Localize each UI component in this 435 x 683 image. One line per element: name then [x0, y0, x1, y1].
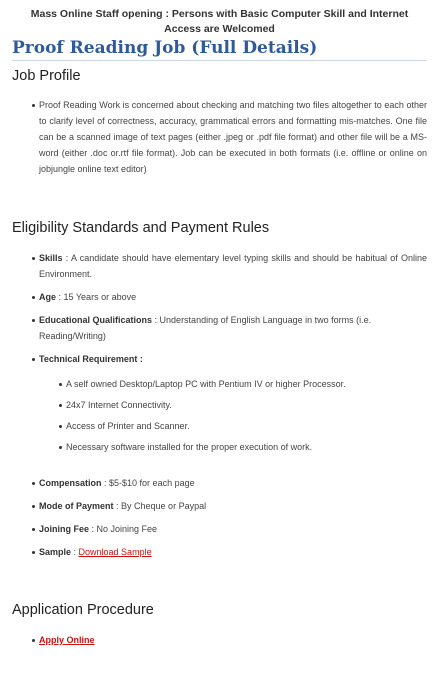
skills-value: A candidate should have elementary level typing skills and should be habitual of Online Environment.: [39, 253, 427, 279]
list-item-sample: [12, 544, 427, 560]
download-sample-link[interactable]: Download Sample: [78, 547, 152, 557]
joining-fee-label: Joining Fee: [39, 524, 90, 534]
skills-label: Skills: [39, 253, 63, 263]
application-list: [12, 632, 427, 648]
apply-online-link[interactable]: Apply Online: [39, 635, 95, 645]
joining-fee-separator: :: [89, 524, 97, 534]
education-separator: :: [152, 315, 160, 325]
list-item-tech-printer: Access of Printer and Scanner.: [12, 418, 427, 434]
payment-mode-separator: :: [113, 501, 122, 511]
payment-mode-label: Mode of Payment: [39, 501, 114, 511]
eligibility-list: [12, 250, 427, 367]
job-profile-list: [12, 97, 427, 177]
announcement-banner: Mass Online Staff opening : Persons with Basic Computer Skill and Internet Access are Welcomed: [30, 8, 409, 35]
list-item-tech-internet: 24x7 Internet Connectivity.: [12, 397, 427, 413]
list-item-payment-mode: [12, 498, 427, 514]
list-item-tech-pc: A self owned Desktop/Laptop PC with Pentium IV or higher Processor.: [12, 376, 427, 392]
education-label: Educational Qualifications: [39, 315, 153, 325]
list-item-skills: [12, 250, 427, 282]
list-item-apply: [12, 632, 427, 648]
list-item-technical: [12, 351, 427, 367]
compensation-value: $5-$10 for each page: [109, 478, 195, 488]
payment-list: [12, 475, 427, 560]
job-profile-description: Proof Reading Work is concerned about checking and matching two files altogether to each other to clarify level of correctness, accuracy, grammatical errors and formatting mis-matches. One file can be a scanned image of text pages (either .jpeg or .pdf file format) and other file will be a MS-word (either .doc or.rtf file format). Job can be executed in both formats (i.e. offline or online on jobjungle online text editor): [12, 97, 427, 177]
age-value: 15 Years or above: [63, 292, 137, 302]
technical-separator: :: [137, 354, 143, 364]
technical-label: Technical Requirement: [39, 354, 138, 364]
compensation-label: Compensation: [39, 478, 102, 488]
list-item-compensation: [12, 475, 427, 491]
sample-label: Sample: [39, 547, 72, 557]
payment-mode-value: By Cheque or Paypal: [121, 501, 207, 511]
eligibility-heading: Eligibility Standards and Payment Rules: [12, 220, 270, 236]
age-label: Age: [39, 292, 57, 302]
job-profile-heading: Job Profile: [12, 68, 81, 84]
application-heading: Application Procedure: [12, 602, 154, 618]
list-item-tech-software: Necessary software installed for the proper execution of work.: [12, 439, 427, 455]
list-item-age: [12, 289, 427, 305]
skills-separator: :: [62, 253, 72, 263]
age-separator: :: [56, 292, 64, 302]
compensation-separator: :: [101, 478, 110, 488]
technical-requirements-list: [12, 376, 427, 455]
joining-fee-value: No Joining Fee: [96, 524, 158, 534]
sample-separator: :: [71, 547, 79, 557]
education-value: Understanding of English Language in two forms (i.e. Reading/Writing): [39, 315, 372, 341]
page-title: Proof Reading Job (Full Details): [12, 38, 427, 61]
list-item-education: [12, 312, 427, 344]
list-item-joining-fee: [12, 521, 427, 537]
